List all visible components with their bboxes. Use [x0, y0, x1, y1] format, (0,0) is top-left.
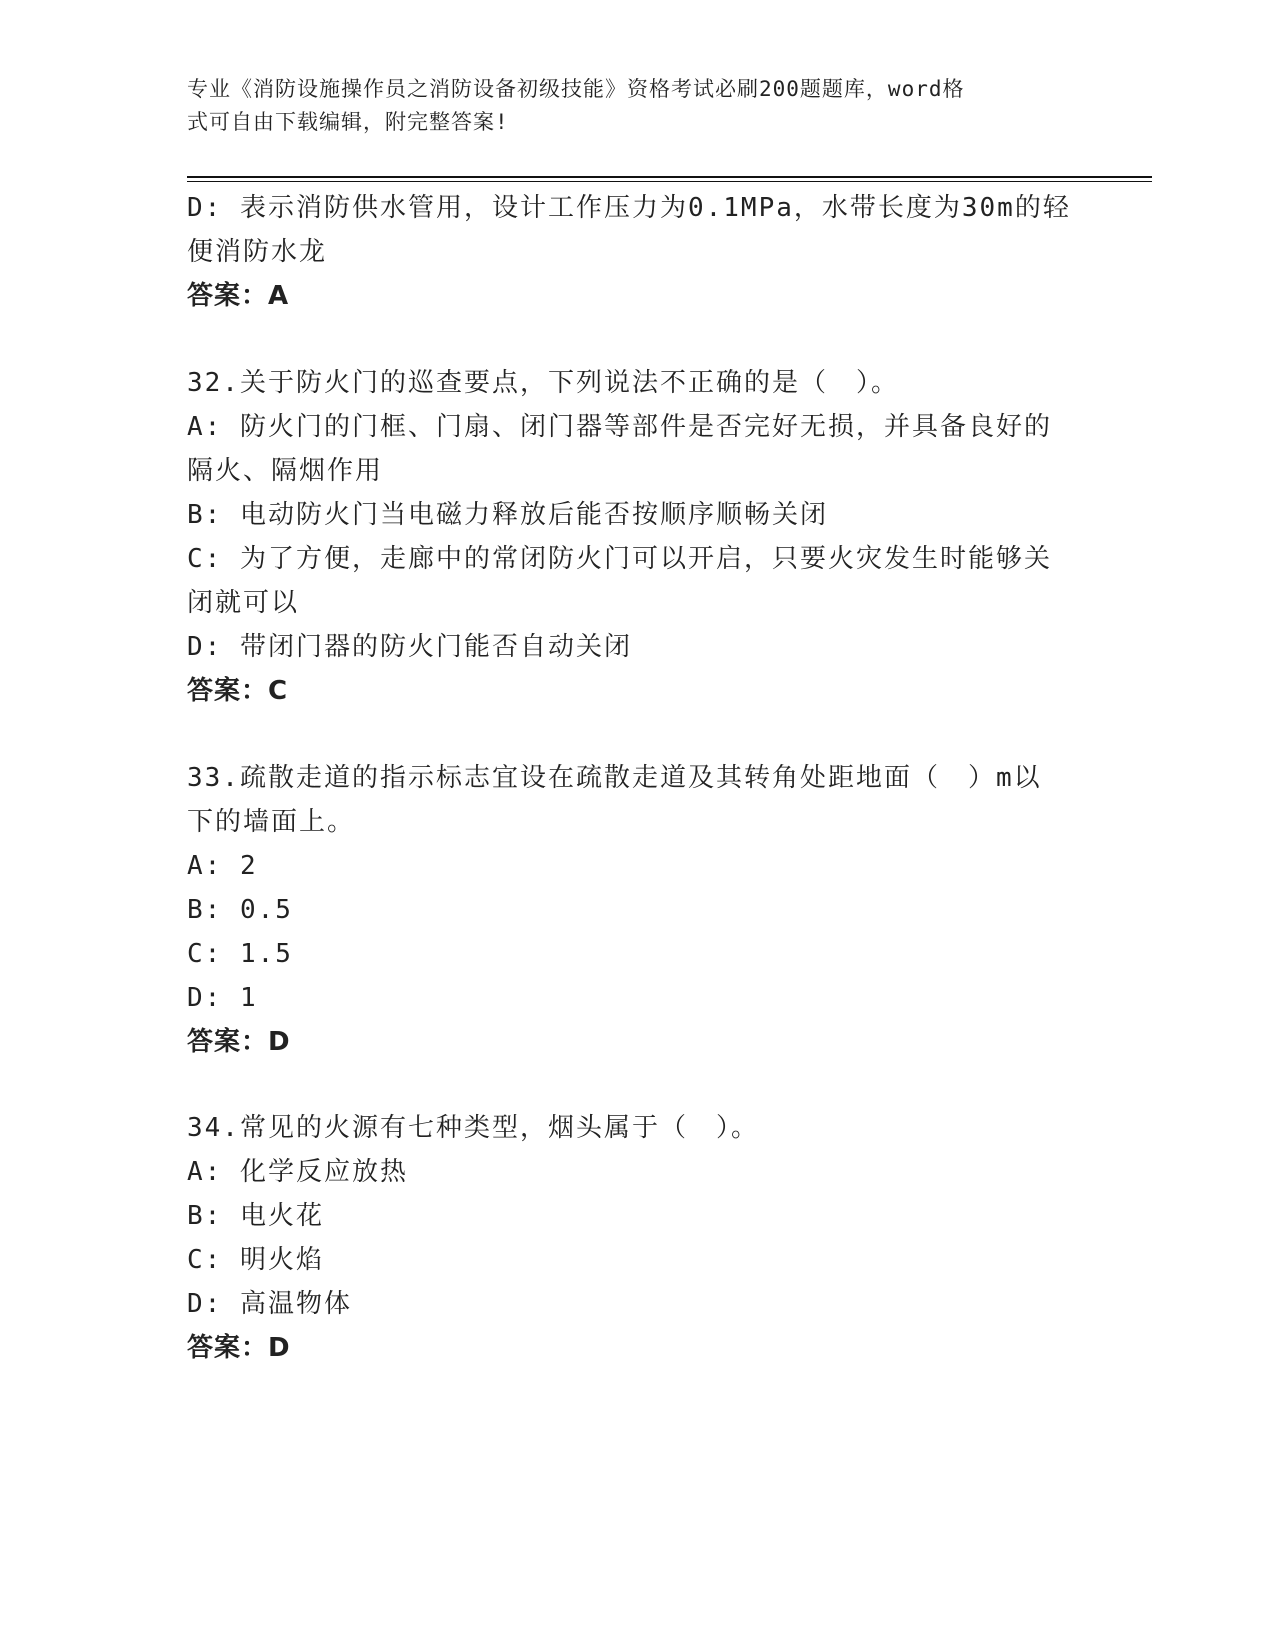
header-title-line-2: 式可自由下载编辑，附完整答案!	[187, 110, 509, 134]
header-divider	[187, 176, 1152, 182]
q34-option-b: B: 电火花	[187, 1201, 324, 1231]
q34-option-a: A: 化学反应放热	[187, 1157, 408, 1187]
q34-question: 34.常见的火源有七种类型，烟头属于（ ）。	[187, 1113, 759, 1143]
header-title-line-1: 专业《消防设施操作员之消防设备初级技能》资格考试必刷200题题库，word格	[187, 77, 965, 101]
document-header	[187, 73, 1067, 139]
q33-option-c: C: 1.5	[187, 939, 293, 969]
q34-answer: 答案：D	[187, 1333, 291, 1363]
q32-answer: 答案：C	[187, 676, 289, 706]
q32-option-a-line-1: A: 防火门的门框、门扇、闭门器等部件是否完好无损，并具备良好的	[187, 412, 1052, 442]
q34-option-d: D: 高温物体	[187, 1289, 352, 1319]
q33-question-line-2: 下的墙面上。	[187, 807, 356, 837]
q31-option-d-line-2: 便消防水龙	[187, 237, 328, 267]
q32-option-c-line-2: 闭就可以	[187, 588, 300, 618]
q31-option-d-line-1: D: 表示消防供水管用，设计工作压力为0.1MPa，水带长度为30m的轻	[187, 193, 1071, 223]
q32-option-c-line-1: C: 为了方便，走廊中的常闭防火门可以开启，只要火灾发生时能够关	[187, 544, 1052, 574]
q32-option-d: D: 带闭门器的防火门能否自动关闭	[187, 632, 632, 662]
q32-option-b: B: 电动防火门当电磁力释放后能否按顺序顺畅关闭	[187, 500, 828, 530]
q34-option-c: C: 明火焰	[187, 1245, 324, 1275]
q33-option-a: A: 2	[187, 851, 258, 881]
q33-answer: 答案：D	[187, 1027, 291, 1057]
q33-question-line-1: 33.疏散走道的指示标志宜设在疏散走道及其转角处距地面（ ）m以	[187, 763, 1042, 793]
q32-question: 32.关于防火门的巡查要点，下列说法不正确的是（ ）。	[187, 368, 899, 398]
q32-option-a-line-2: 隔火、隔烟作用	[187, 456, 384, 486]
q33-option-d: D: 1	[187, 983, 258, 1013]
q31-answer: 答案：A	[187, 281, 290, 311]
q33-option-b: B: 0.5	[187, 895, 293, 925]
